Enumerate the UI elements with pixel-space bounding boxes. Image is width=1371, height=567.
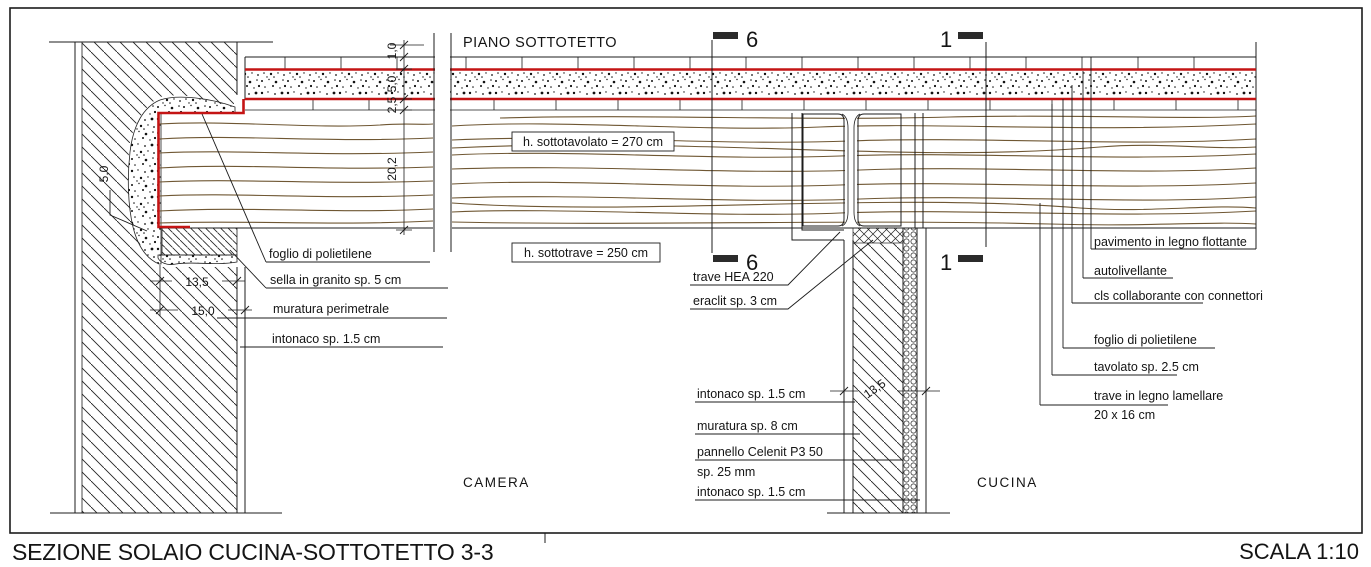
section-number-6-bottom: 6 [746,250,759,275]
dim-muro-135: 13,5 [185,275,209,289]
section-flag-1-bottom [958,255,983,262]
dim-pavimento: 1,0 [385,42,399,60]
scale-label: SCALA 1:10 [1239,539,1359,564]
room-cucina: CUCINA [977,475,1038,490]
dim-muro-cucina: 13,5 [861,376,889,402]
label-sella: sella in granito sp. 5 cm [270,273,402,287]
note-sottotrave: h. sottotrave = 250 cm [523,246,649,260]
section-number-1-top: 1 [940,27,953,52]
label-foglio-left: foglio di polietilene [269,247,372,261]
section-flag-6-bottom [713,255,738,262]
label-trave-lamellare-2: 20 x 16 cm [1094,408,1156,422]
section-flag-1-top [958,32,983,39]
section-number-6-top: 6 [746,27,759,52]
web-clearout [845,114,857,226]
section-flag-6-top [713,32,738,39]
label-tavolato: tavolato sp. 2.5 cm [1094,360,1199,374]
label-wall-pannello-2: sp. 25 mm [697,465,756,479]
granite-strip [158,255,237,265]
section-number-1-bottom: 1 [940,250,953,275]
label-wall-intonaco-2: intonaco sp. 1.5 cm [697,485,806,499]
note-sottotavolato: h. sottotavolato = 270 cm [522,135,664,149]
drawing-title: SEZIONE SOLAIO CUCINA-SOTTOTETTO 3-3 [12,539,494,565]
label-muratura-perimetrale: muratura perimetrale [273,302,390,316]
dim-sella: 5,0 [97,165,111,183]
piano-sottotetto-label: PIANO SOTTOTETTO [463,35,618,51]
celenit-panel [903,228,917,513]
label-foglio-right: foglio di polietilene [1094,333,1197,347]
dim-trave: 20,2 [385,157,399,181]
label-pavimento: pavimento in legno flottante [1094,235,1247,249]
under-beam-masonry [162,228,237,255]
label-cls: cls collaborante con connettori [1094,289,1263,303]
break-gap [435,30,450,254]
room-camera: CAMERA [463,475,530,490]
label-intonaco-left: intonaco sp. 1.5 cm [272,332,381,346]
label-wall-intonaco-1: intonaco sp. 1.5 cm [697,387,806,401]
dim-muro-150: 15,0 [191,304,215,318]
dim-tavolato: 2,5 [385,96,399,114]
label-wall-muratura: muratura sp. 8 cm [697,419,798,433]
label-trave-lamellare-1: trave in legno lamellare [1094,389,1224,403]
eraclit-strip [853,228,903,243]
label-trave-hea: trave HEA 220 [693,270,774,284]
label-autolivellante: autolivellante [1094,264,1167,278]
label-wall-pannello-1: pannello Celenit P3 50 [697,445,823,459]
dim-cls: 5,0 [385,75,399,93]
label-eraclit: eraclit sp. 3 cm [693,294,778,308]
break-lines [434,30,451,254]
